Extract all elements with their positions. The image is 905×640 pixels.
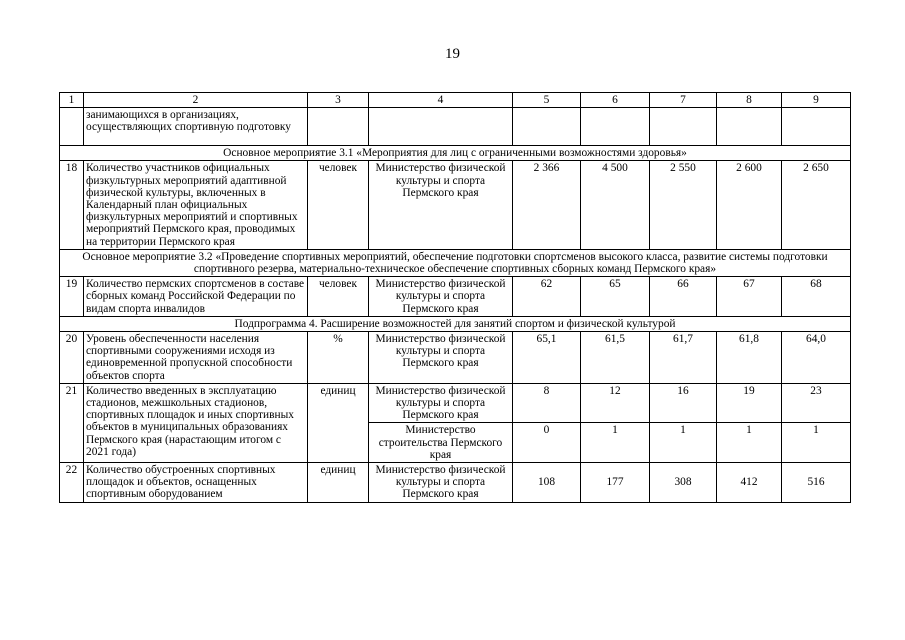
header-cell: 9	[782, 93, 851, 108]
row-number: 19	[60, 277, 84, 317]
row-number: 18	[60, 161, 84, 249]
table-cell	[717, 108, 782, 146]
value-cell: 2 366	[513, 161, 581, 249]
table-cell	[60, 108, 84, 146]
value-cell: 2 600	[717, 161, 782, 249]
table-cell	[782, 108, 851, 146]
executor-cell: Министерство строительства Пермского края	[369, 423, 513, 463]
table-row-18	[60, 161, 851, 249]
header-cell: 5	[513, 93, 581, 108]
row-number: 21	[60, 383, 84, 462]
page-number: 19	[445, 46, 460, 62]
value-cell: 12	[581, 383, 650, 423]
value-cell: 66	[650, 277, 717, 317]
executor-cell: Министерство физической культуры и спорта Пермского края	[369, 332, 513, 384]
value-cell: 1	[782, 423, 851, 463]
subprogram-heading: Подпрограмма 4. Расширение возможностей для занятий спортом и физической культурой	[60, 316, 851, 331]
value-cell: 4 500	[581, 161, 650, 249]
value-cell: 1	[650, 423, 717, 463]
table-row-continuation	[60, 108, 851, 146]
row-number: 20	[60, 332, 84, 384]
value-cell: 68	[782, 277, 851, 317]
unit-cell: единиц	[308, 383, 369, 462]
table-row-22	[60, 463, 851, 503]
header-cell: 4	[369, 93, 513, 108]
value-cell: 1	[581, 423, 650, 463]
unit-cell: %	[308, 332, 369, 384]
value-cell: 108	[513, 463, 581, 503]
indicator-cell: Количество пермских спортсменов в составе сборных команд Российской Федерации по видам спорта инвалидов	[84, 277, 308, 317]
executor-cell: Министерство физической культуры и спорта Пермского края	[369, 463, 513, 503]
value-cell: 2 550	[650, 161, 717, 249]
table-row-20	[60, 332, 851, 384]
header-cell: 2	[84, 93, 308, 108]
value-cell: 2 650	[782, 161, 851, 249]
value-cell: 65,1	[513, 332, 581, 384]
value-cell: 67	[717, 277, 782, 317]
table-cell	[369, 108, 513, 146]
value-cell: 23	[782, 383, 851, 423]
header-row	[60, 93, 851, 108]
value-cell: 412	[717, 463, 782, 503]
table-cell	[308, 108, 369, 146]
value-cell: 0	[513, 423, 581, 463]
table-row-19	[60, 277, 851, 317]
value-cell: 177	[581, 463, 650, 503]
value-cell: 1	[717, 423, 782, 463]
unit-cell: человек	[308, 161, 369, 249]
indicator-cell: Количество обустроенных спортивных площадок и объектов, оснащенных спортивным оборудованием	[84, 463, 308, 503]
value-cell: 62	[513, 277, 581, 317]
header-cell: 3	[308, 93, 369, 108]
section-heading: Основное мероприятие 3.2 «Проведение спортивных мероприятий, обеспечение подготовки спортсменов высокого класса, развитие системы подготовки спортивного резерва, материально-техническое обеспечение спортивных сборных команд Пермского края»	[60, 249, 851, 276]
value-cell: 8	[513, 383, 581, 423]
value-cell: 61,5	[581, 332, 650, 384]
value-cell: 16	[650, 383, 717, 423]
header-cell: 6	[581, 93, 650, 108]
executor-cell: Министерство физической культуры и спорта Пермского края	[369, 161, 513, 249]
value-cell: 308	[650, 463, 717, 503]
value-cell: 61,8	[717, 332, 782, 384]
section-row	[60, 146, 851, 161]
row-number: 22	[60, 463, 84, 503]
indicator-cell: Уровень обеспеченности населения спортивными сооружениями исходя из единовременной пропускной способности объектов спорта	[84, 332, 308, 384]
table-cell	[581, 108, 650, 146]
unit-cell: единиц	[308, 463, 369, 503]
section-row	[60, 316, 851, 331]
unit-cell: человек	[308, 277, 369, 317]
indicator-cell: Количество участников официальных физкультурных мероприятий адаптивной физической культуры, включенных в Календарный план официальных физкультурных мероприятий и спортивных мероприятий Пермского края, проводимых на территории Пермского края	[84, 161, 308, 249]
indicator-cell: занимающихся в организациях, осуществляющих спортивную подготовку	[84, 108, 308, 146]
header-cell: 8	[717, 93, 782, 108]
value-cell: 19	[717, 383, 782, 423]
executor-cell: Министерство физической культуры и спорта Пермского края	[369, 383, 513, 423]
section-row	[60, 249, 851, 276]
indicator-cell: Количество введенных в эксплуатацию стадионов, межшкольных стадионов, спортивных площадок и иных спортивных объектов в муниципальных образованиях Пермского края (нарастающим итогом с 2021 года)	[84, 383, 308, 462]
header-cell: 7	[650, 93, 717, 108]
indicators-table	[59, 92, 851, 503]
value-cell: 65	[581, 277, 650, 317]
header-cell: 1	[60, 93, 84, 108]
section-heading: Основное мероприятие 3.1 «Мероприятия для лиц с ограниченными возможностями здоровья»	[60, 146, 851, 161]
table-cell	[513, 108, 581, 146]
value-cell: 61,7	[650, 332, 717, 384]
table-row-21	[60, 383, 851, 423]
value-cell: 64,0	[782, 332, 851, 384]
value-cell: 516	[782, 463, 851, 503]
executor-cell: Министерство физической культуры и спорта Пермского края	[369, 277, 513, 317]
table-cell	[650, 108, 717, 146]
